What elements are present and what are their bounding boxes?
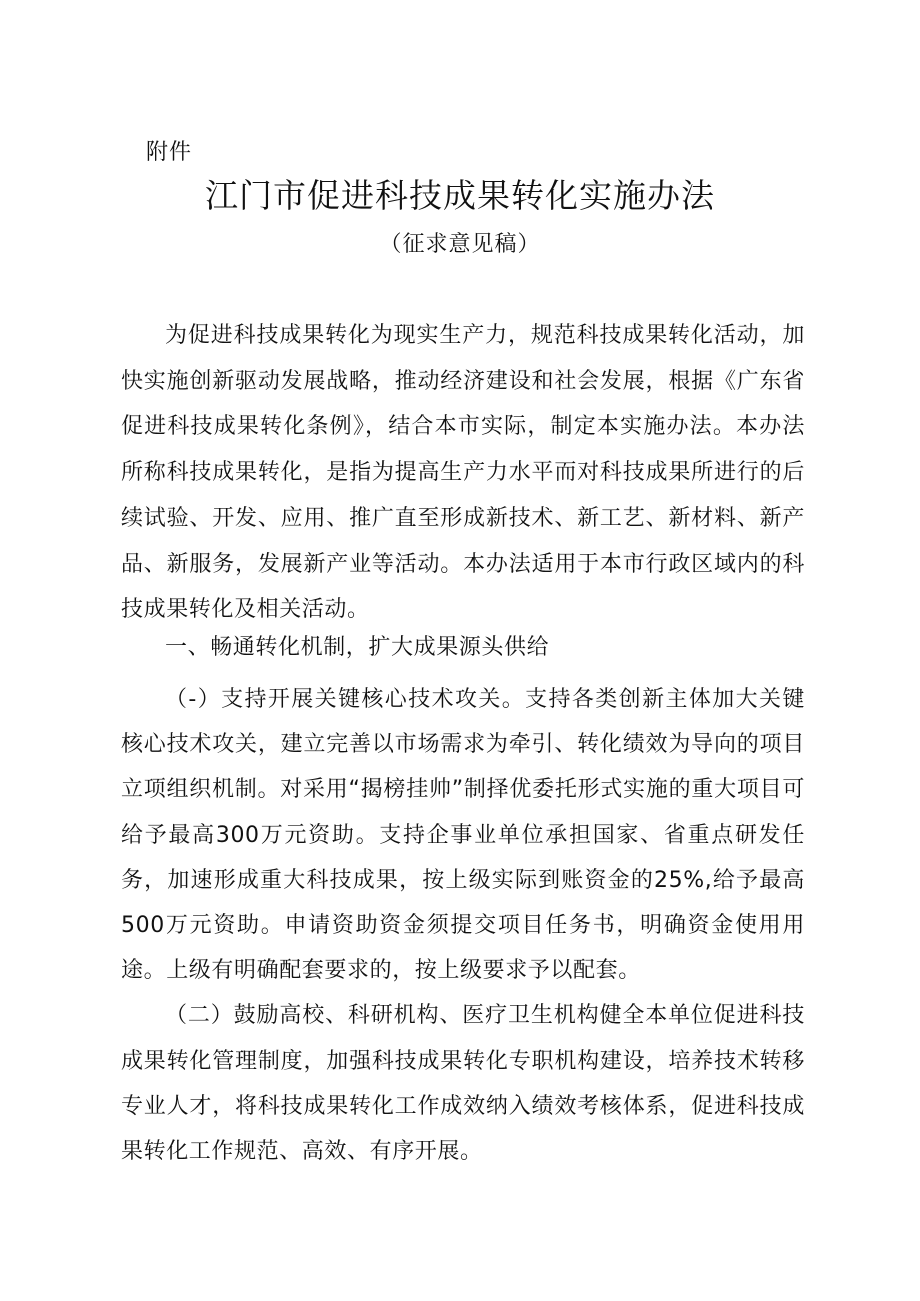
annex-label: 附件 (146, 140, 193, 165)
intro-paragraph: 为促进科技成果转化为现实生产力，规范科技成果转化活动，加快实施创新驱动发展战略，推动经济建设和社会发展，根据《广东省促进科技成果转化条例》，结合本市实际，制定本实施办法。本办法所称科技成果转化，是指为提高生产力水平而对科技成果所进行的后续试验、开发、应用、推广直至形成新技术、新工艺、新材料、新产品、新服务，发展新产业等活动。本办法适用于本市行政区域内的科技成果转化及相关活动。 (121, 323, 805, 623)
document-title: 江门市促进科技成果转化实施办法 (205, 176, 715, 215)
intro-section (121, 313, 805, 633)
document-subtitle: （征求意见稿） (379, 232, 541, 257)
section-heading: 一、畅通转化机制，扩大成果源头供给 (165, 635, 550, 660)
section-item-1: （-）支持开展关键核心技术攻关。支持各类创新主体加大关键核心技术攻关，建立完善以市场需求为牵引、转化绩效为导向的项目立项组织机制。对采用“揭榜挂帅”制择优委托形式实施的重大项目可给予最高300万元资助。支持企事业单位承担国家、省重点研发任务，加速形成重大科技成果，按上级实际到账资金的25%,给予最高500万元资助。申请资助资金须提交项目任务书，明确资金使用用途。上级有明确配套要求的，按上级要求予以配套。 (121, 687, 805, 984)
section-one-heading-block (121, 630, 805, 666)
section-item-2: （二）鼓励高校、科研机构、医疗卫生机构健全本单位促进科技成果转化管理制度，加强科技成果转化专职机构建设，培养技术转移专业人才，将科技成果转化工作成效纳入绩效考核体系，促进科技成果转化工作规范、高效、有序开展。 (121, 1003, 805, 1165)
section-one-content (121, 677, 805, 1174)
